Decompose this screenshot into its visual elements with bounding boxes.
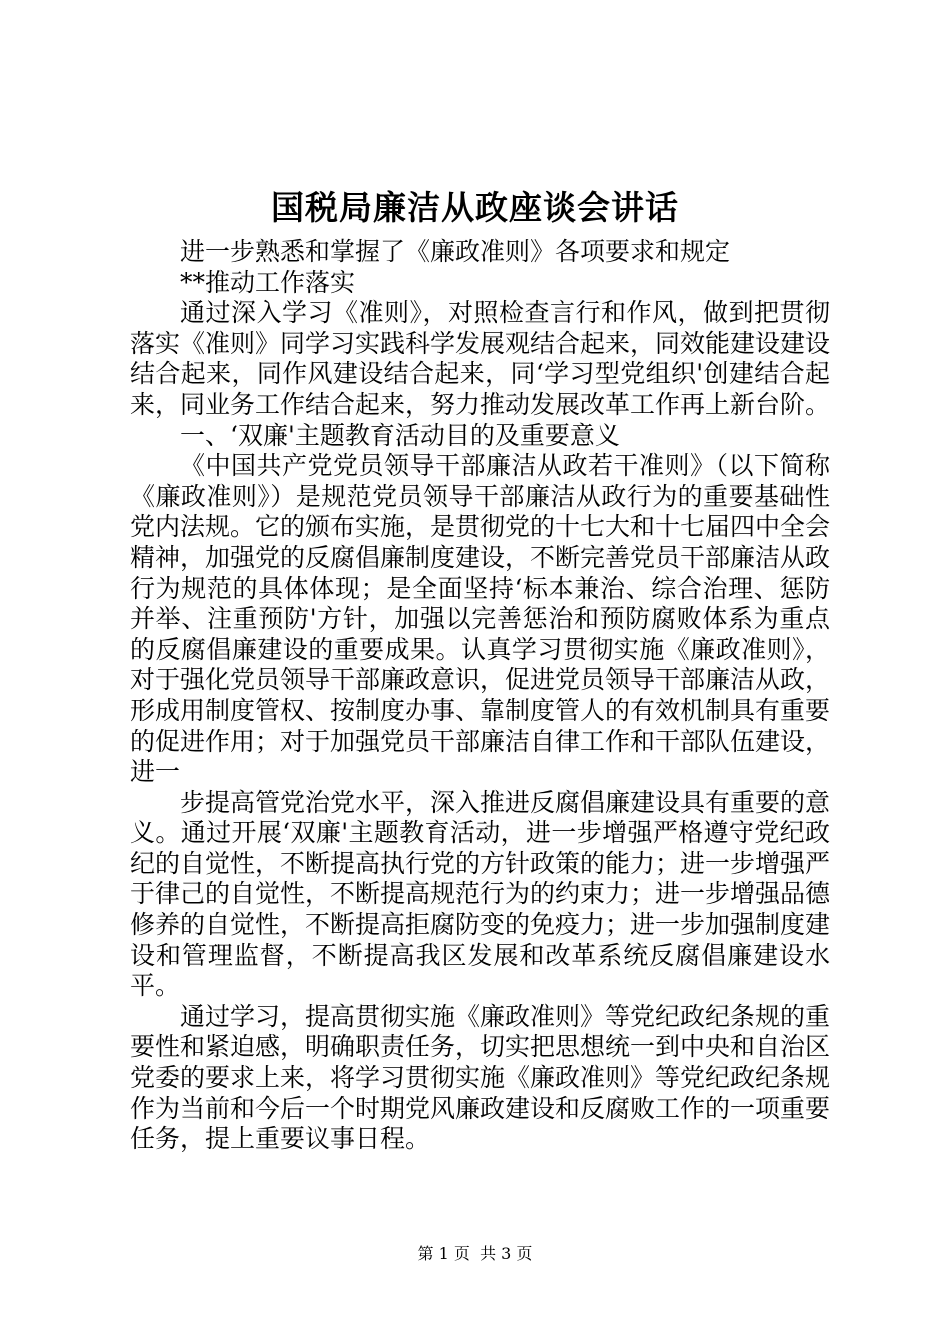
page-footer — [0, 1243, 950, 1265]
paragraph-study-requirements: 通过学习，提高贯彻实施《廉政准则》等党纪政纪条规的重要性和紧迫感，明确职责任务，切实把思想统一到中央和自治区党委的要求上来，将学习贯彻实施《廉政准则》等党纪政纪条规作为当前和今后一个时期党风廉政建设和反腐败工作的一项重要任务，提上重要议事日程。 — [130, 1001, 831, 1154]
paragraph-implementation: 通过深入学习《准则》，对照检查言行和作风，做到把贯彻落实《准则》同学习实践科学发展观结合起来，同效能建设建设结合起来，同作风建设结合起来，同‘学习型党组织'创建结合起来，同业务工作结合起来，努力推动发展改革工作再上新台阶。 — [130, 298, 831, 419]
page-number: 第 1 页 — [417, 1244, 470, 1263]
paragraph-subheading-2: **推动工作落实 — [180, 267, 356, 297]
total-pages: 共 3 页 — [480, 1244, 533, 1263]
paragraph-significance: 《中国共产党党员领导干部廉洁从政若干准则》（以下简称《廉政准则》）是规范党员领导干部廉洁从政行为的重要基础性党内法规。它的颁布实施，是贯彻党的十七大和十七届四中全会精神，加强党的反腐倡廉制度建设，不断完善党员干部廉洁从政行为规范的具体体现；是全面坚持‘标本兼治、综合治理、惩防并举、注重预防'方针，加强以完善惩治和预防腐败体系为重点的反腐倡廉建设的重要成果。认真学习贯彻实施《廉政准则》，对于强化党员领导干部廉政意识，促进党员领导干部廉洁从政，形成用制度管权、按制度办事、靠制度管人的有效机制具有重要的促进作用；对于加强党员干部廉洁自律工作和干部队伍建设，进一 — [130, 451, 831, 787]
document-title: 国税局廉洁从政座谈会讲话 — [271, 188, 679, 227]
paragraph-education-activity: 步提高管党治党水平，深入推进反腐倡廉建设具有重要的意义。通过开展‘双廉'主题教育活动，进一步增强严格遵守党纪政纪的自觉性，不断提高执行党的方针政策的能力；进一步增强严于律己的自觉性，不断提高规范行为的约束力；进一步增强品德修养的自觉性，不断提高拒腐防变的免疫力；进一步加强制度建设和管理监督，不断提高我区发展和改革系统反腐倡廉建设水平。 — [130, 787, 831, 1001]
section-heading-1: 一、‘双廉'主题教育活动目的及重要意义 — [180, 420, 620, 450]
paragraph-subheading-1: 进一步熟悉和掌握了《廉政准则》各项要求和规定 — [180, 237, 731, 266]
document-body — [130, 237, 830, 1155]
